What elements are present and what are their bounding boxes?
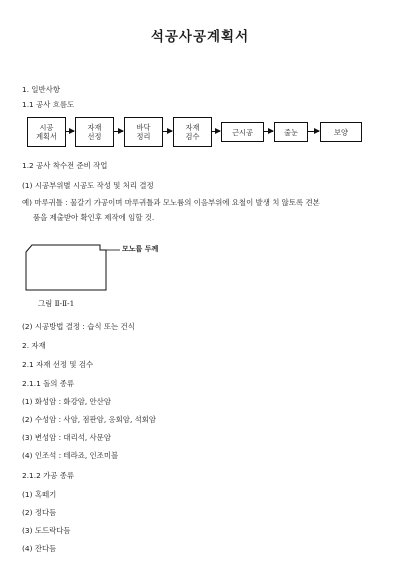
stone-type-item: (4) 인조석 : 테라죠, 인조미블 xyxy=(22,451,119,460)
flow-box-plan: 시공 계획서 xyxy=(27,117,66,147)
flow-box-material-inspection: 자재 검수 xyxy=(173,117,212,147)
finish-type-item: (4) 잔다듬 xyxy=(22,544,57,553)
flow-box-material-selection: 자재 선정 xyxy=(75,117,114,147)
prep-item-2: (2) 시공방법 결정 : 습식 또는 건식 xyxy=(22,322,135,331)
flow-box-joint: 줄눈 xyxy=(274,122,308,142)
section-2-heading: 2. 자재 xyxy=(22,341,46,350)
stone-type-item: (2) 수성암 : 사암, 점판암, 응회암, 석회암 xyxy=(22,415,157,424)
section-1-heading: 1. 일반사항 xyxy=(22,85,60,94)
figure-caption: 그림 Ⅱ-Ⅱ-1 xyxy=(38,299,75,308)
section-1-1-heading: 1.1 공사 흐름도 xyxy=(22,100,75,109)
prep-item-1: (1) 시공부위별 시공도 작성 및 처리 결정 xyxy=(22,181,154,190)
stone-type-item: (3) 변성암 : 대리석, 사문암 xyxy=(22,433,111,442)
figure-label: 모노륨 두께 xyxy=(122,245,159,253)
document-title: 석공사공계획서 xyxy=(150,29,250,45)
section-2-1-2-heading: 2.1.2 가공 종류 xyxy=(22,471,75,480)
stone-type-item: (1) 화성암 : 화강암, 안산암 xyxy=(22,397,111,406)
example-note-line-1: 예) 마루귀틀 : 물갈기 가공이며 마루귀틀과 모노륨의 이음부위에 요철이 발생 치 않토록 견본 xyxy=(22,198,320,207)
section-2-1-heading: 2.1 자재 선정 및 검수 xyxy=(22,360,94,369)
finish-type-item: (3) 도드락다듬 xyxy=(22,526,71,535)
example-note-line-2: 품을 제출받아 확인후 제작에 임할 것. xyxy=(33,213,155,222)
flow-box-floor-prep: 바닥 정리 xyxy=(124,117,163,147)
finish-type-item: (2) 정다듬 xyxy=(22,508,57,517)
flow-box-construction: 근시공 xyxy=(221,122,264,142)
section-1-2-heading: 1.2 공사 착수전 준비 작업 xyxy=(22,161,108,170)
finish-type-item: (1) 혹떼기 xyxy=(22,490,57,499)
section-2-1-1-heading: 2.1.1 돌의 종류 xyxy=(22,379,75,388)
flow-box-curing: 보양 xyxy=(320,122,362,142)
